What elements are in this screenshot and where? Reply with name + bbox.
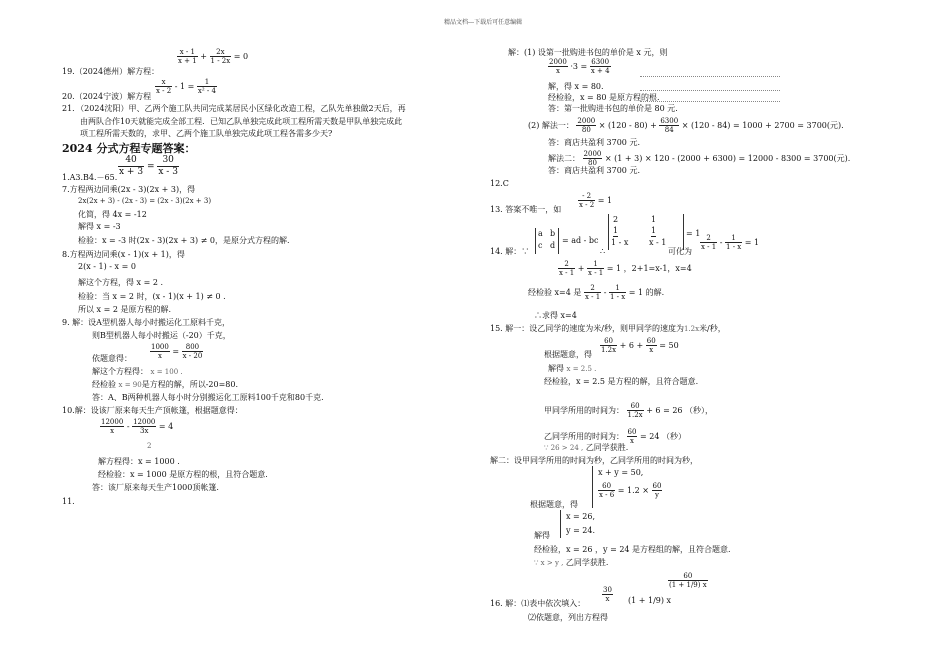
answer-9-line1: 9. 解：设A型机器人每小时搬运化工原料千克， — [62, 318, 230, 327]
question-21-line1: 21．（2024沈阳）甲、乙两个施工队共同完成某居民小区绿化改造工程，乙队先单独做2天后，再 — [62, 104, 406, 113]
r-q-line2: 解，得 x = 80. — [548, 82, 604, 91]
answer-15-solution-x: x = 26, — [566, 512, 596, 521]
answer-14-determinant-def: = ad - bc — [562, 236, 599, 245]
r-q-part2-method1: (2) 解法一： $\frac{2000}{80}$ × (120 - 80) + $\frac{6300}{84}$ × (120 - 84) = 1000 + 2700 = 3700(元). — [528, 117, 844, 135]
answer-14-determinant: a b c d — [535, 228, 559, 254]
answer-15-equation: $\frac{60}{1.2x}$ + 6 + $\frac{60}{x}$ = 50 — [601, 337, 679, 355]
answer-16-line2: ⑵依题意，列出方程得 — [528, 613, 608, 622]
answer-10-line3: 经检验：x = 1000 是原方程的根，且符合题意. — [98, 470, 268, 479]
answer-9-line4: 解这个方程得： x = 100 . — [92, 367, 183, 376]
answer-15-solution-brace — [560, 510, 561, 538]
answer-9-equation: $\frac{1000}{x}$ = $\frac{800}{x - 20}$ — [151, 343, 203, 361]
answer-12: 12.C — [490, 179, 509, 188]
q20-equation: $\frac{x}{x - 2}$ - 1 = $\frac{1}{\text{x² - 4}}$ — [156, 78, 216, 96]
answer-14-therefore: ∴ — [600, 247, 606, 256]
answer-10-line1: 10.解：设该厂原来每天生产顶帐篷，根据题意得： — [62, 406, 243, 415]
answer-15-line6: 乙同学所用的时间为： $\frac{60}{x}$ = 24 （秒） — [544, 428, 686, 446]
r-q-part2-method2: 解法二： $\frac{2000}{80}$ × (1 + 3) × 120 - (2000 + 6300) = 12000 - 8300 = 3700(元). — [548, 150, 851, 168]
answers-title-equation: $\frac{40}{x + 3}$ = $\frac{30}{x - 3}$ — [119, 155, 178, 177]
answer-7-line1: 7.方程两边同乘(2x - 3)(2x + 3)，得 — [62, 185, 196, 194]
question-19: 19.（2024德州）解方程： — [62, 67, 160, 76]
q19-equation: $\frac{x - 1}{x + 1}$ + $\frac{2x}{1 - 2x}$ = 0 — [178, 48, 249, 66]
answer-10-equation: $\frac{12000}{x}$ - $\frac{12000}{3x}$ = 4 — [101, 418, 174, 436]
answer-16-fill2: (1 + 1/9) x — [628, 596, 672, 605]
answer-14-line4: ∴求得 x=4 — [534, 311, 577, 320]
answer-10-line4: 答：该厂原来每天生产1000顶帐篷. — [92, 483, 219, 492]
answer-15-system-eq1: x + y = 50, — [598, 468, 644, 477]
r-q-answer1: 答：商店共盈利 3700 元. — [548, 138, 640, 147]
answer-7-line4: 解得 x = -3 — [78, 222, 121, 231]
answer-9-line6: 答：A、B两种机器人每小时分别搬运化工原料100千克和80千克. — [92, 393, 324, 402]
answer-15-method2-line2: 根据题意，得 — [530, 500, 578, 509]
answer-8-line3: 解这个方程，得 x = 2 . — [78, 278, 164, 287]
answer-15-system-brace — [592, 466, 593, 508]
answer-7-line2: 2x(2x + 3) - (2x - 3) = (2x - 3)(2x + 3) — [78, 197, 212, 205]
answer-15-line7: ∵ 26 > 24 , 乙同学获胜. — [544, 443, 629, 452]
question-21-line3: 项工程所需天数的，求甲、乙两个施工队单独完成此项工程各需多少天? — [80, 129, 333, 138]
r-q-line4: 答：第一批购进书包的单价是 80 元. — [548, 104, 678, 113]
answer-9-line2: 则B型机器人每小时搬运（-20）千克， — [92, 331, 231, 340]
answer-14-determinant2: 2 1 1 1 - x 1 x - 1 — [608, 214, 684, 250]
answer-15-line2: 根据题意，得 — [544, 350, 592, 359]
r-q-answer2: 答：商店共盈利 3700 元. — [548, 166, 640, 175]
r-q-equation1: $\frac{2000}{x}$ ·3 = $\frac{6300}{x + 4}$ — [549, 58, 610, 76]
answer-11: 11. — [62, 497, 75, 506]
answer-14-line1: 14. 解：∵ — [490, 247, 530, 256]
answer-8-line1: 8.方程两边同乘(x - 1)(x + 1)，得 — [62, 250, 185, 259]
answer-7-line5: 检验：x = -3 时(2x - 3)(2x + 3) ≠ 0，是原分式方程的解. — [78, 236, 290, 245]
page-header: 精品文档---下载后可任意编辑 — [444, 19, 523, 26]
r-q-line1: 解：(1) 设第一批购进书包的单价是 x 元，则 — [508, 48, 668, 57]
answer-16-line1: 16. 解：⑴表中依次填入： — [490, 599, 586, 608]
answer-10-line2: 解方程得：x = 1000 . — [98, 457, 180, 466]
answer-14-equation: $\frac{2}{x - 1}$ - $\frac{1}{1 - x}$ = 1 — [701, 234, 760, 252]
answer-7-line3: 化简，得 4x = -12 — [78, 210, 147, 219]
answer-15-method2: 解二：设甲同学所用的时间为秒，乙同学所用的时间为秒， — [490, 456, 698, 465]
answer-10-eq-denominator: 2 — [147, 442, 152, 450]
answer-15-line4: 经检验，x = 2.5 是方程的解，且符合题意. — [544, 377, 699, 386]
answer-8-line5: 所以 x = 2 是原方程的解. — [78, 305, 172, 314]
answer-15-line5: 甲同学所用的时间为： $\frac{60}{1.2x}$ + 6 = 26 （秒）， — [544, 402, 714, 420]
answer-9-line5: 经检验 x = 90是方程的解，所以-20=80. — [92, 380, 239, 389]
answer-15-solution-y: y = 24. — [566, 526, 596, 535]
r-q-line3: 经检验，x = 80 是原方程的根. — [548, 93, 660, 102]
answer-1-6: 1.A3.B4.－65. — [62, 173, 118, 182]
answer-15-line1: 15. 解一：设乙同学的速度为米/秒，则甲同学的速度为1.2x米/秒， — [490, 324, 726, 333]
answer-15-method2-line3: 解得 — [534, 531, 550, 540]
answers-title: 2024 分式方程专题答案： — [62, 142, 196, 155]
answer-14-simplify-label: 可化为 — [668, 247, 692, 256]
answer-15-system-eq2: $\frac{60}{x - 6}$ = 1.2 × $\frac{60}{y}$ — [599, 482, 662, 500]
question-20: 20.（2024宁波）解方程 — [62, 92, 152, 101]
answer-9-line3: 依题意得： — [92, 354, 132, 363]
question-21-line2: 由两队合作10天就能完成全部工程．已知乙队单独完成此项工程所需天数是甲队单独完成此 — [80, 117, 403, 126]
answer-8-line4: 检验：当 x = 2 时，(x - 1)(x + 1) ≠ 0 . — [78, 292, 226, 301]
answer-15-method2-line4: 经检验，x = 26 ，y = 24 是方程组的解，且符合题意. — [534, 545, 731, 554]
answer-13: 13. 答案不唯一，如 — [490, 205, 562, 214]
answer-15-line3: 解得 x = 2.5 . — [548, 364, 597, 373]
answer-14-line2: $\frac{2}{x - 1}$ + $\frac{1}{x - 1}$ = 1 ，2+1=x-1，x=4 — [559, 260, 692, 278]
answer-8-line2: 2(x - 1) - x = 0 — [78, 262, 136, 271]
answer-15-method2-line5: ∵ x > y , 乙同学获胜. — [534, 558, 609, 567]
answer-14-line3: 经检验 x=4 是 $\frac{2}{x - 1}$ - $\frac{1}{1 - x}$ = 1 的解. — [528, 284, 665, 302]
answer-16-fill1: $\frac{30}{x}$ — [603, 586, 612, 604]
answer-16-fill3: $\frac{60}{(1 + 1/9) x}$ — [669, 572, 707, 590]
answer-13-equation: $\frac{- 2}{x - 2}$ = 1 — [579, 192, 613, 210]
answer-14-eq-one: = 1 — [686, 229, 701, 238]
